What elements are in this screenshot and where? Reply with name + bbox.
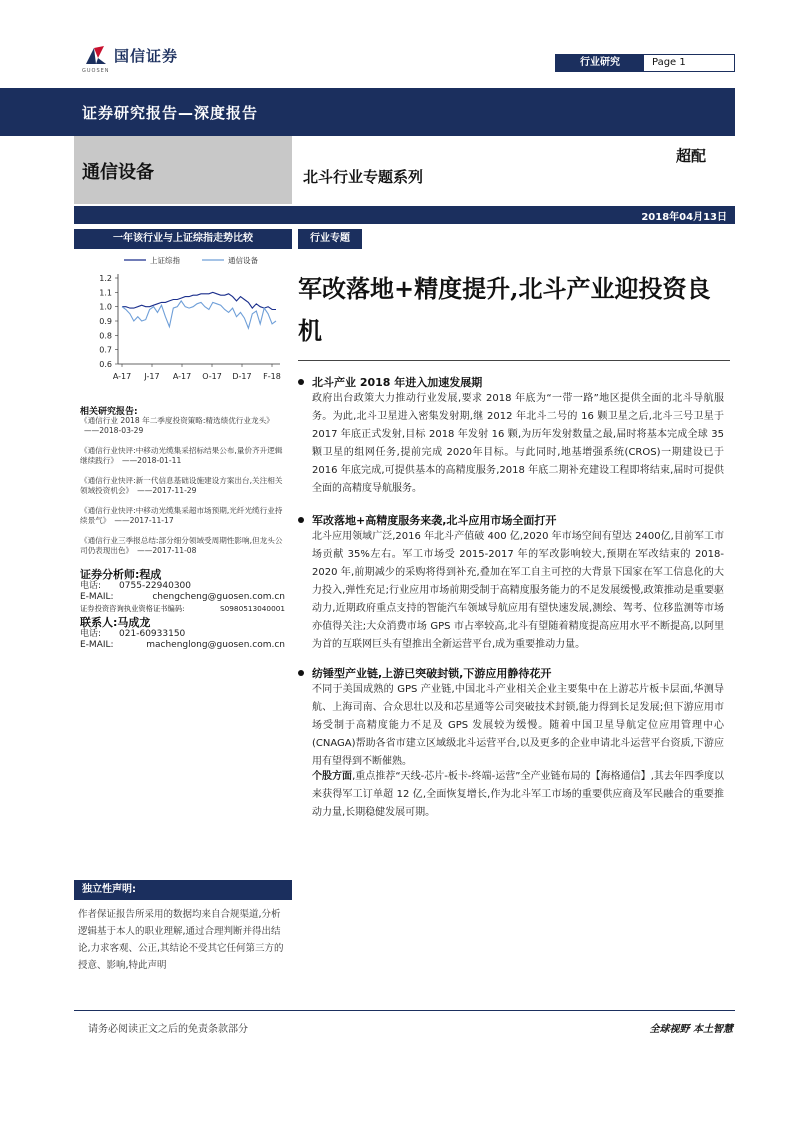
footer-slogan: 全球视野 本土智慧	[649, 1024, 733, 1035]
stock-paragraph	[312, 768, 724, 822]
series-title: 北斗行业专题系列	[303, 168, 424, 186]
logo-sub: GUOSEN	[82, 68, 110, 74]
phone-value: 0755-22940300	[119, 581, 192, 591]
logo-name: 国信证券	[114, 46, 179, 65]
y-tick-label: 0.6	[99, 360, 112, 369]
series-line-1	[122, 292, 276, 309]
related-report-item[interactable]	[80, 536, 285, 555]
related-report-title: 《通信行业快评:中移动光缆集采招标结果公布,量价齐升逻辑继续践行》	[80, 446, 283, 465]
legend-label: 通信设备	[228, 256, 258, 265]
chart-header: 一年该行业与上证综指走势比较	[74, 229, 292, 249]
y-tick-label: 0.9	[99, 317, 112, 326]
email-value[interactable]: chengcheng@guosen.com.cn	[152, 592, 285, 602]
legend-label: 上证综指	[150, 256, 180, 265]
y-tick-label: 1.2	[99, 274, 112, 283]
bullet-paragraph-2: 北斗应用领域广泛,2016 年北斗产值破 400 亿,2020 年市场空间有望达 2400亿,目前军工市场贡献 35%左右。军工市场受 2015-2017 年的军改影响较大,预期在军改结束的 2018-2020 年,前期减少的采购将得到补充,叠加在军工自主可控的大背景下国家在军工信息化的大力投入,弹性充足;行业应用市场前期受制于高精度服务能力的不足发展缓慢,政策推动是重要驱动力,近期政府重点支持的智能汽车领域导航应用有望快速发展,测绘、驾考、位移监测等市场亦值得关注;大众消费市场 GPS 市占率较高,北斗有望随着精度提高应用水平不断提高,以阿里为首的互联网巨头有望推出全新运营平台,成为重要推动力量。	[312, 531, 724, 650]
related-report-title: 《通信行业三季报总结:部分细分领域受周期性影响,但龙头公司仍表现出色》	[80, 536, 283, 555]
report-type: 证券研究报告—深度报告	[82, 104, 259, 122]
analyst-1-phone	[80, 581, 285, 592]
related-report-item[interactable]	[80, 506, 285, 525]
bullet-dot-icon	[298, 670, 304, 676]
x-tick-label: A-17	[112, 372, 132, 381]
x-tick-label: O-17	[202, 372, 222, 381]
cert-value: S0980513040001	[220, 604, 285, 613]
stock-text: ,重点推荐“天线-芯片-板卡-终端-运营”全产业链布局的【海格通信】,其去年四季度以来获得军工订单超 12 亿,全面恢复增长,作为北斗军工市场的重要供应商及军民融合的重要推动力量,长期稳健发展可期。	[312, 771, 724, 818]
report-date: 2018年04月13日	[641, 212, 727, 223]
bullet-paragraph-3: 不同于美国成熟的 GPS 产业链,中国北斗产业相关企业主要集中在上游芯片板卡层面,华测导航、上海司南、合众思壮以及和芯星通等公司突破技术封锁,能力得到长足发展;但下游应用市场受制于高精度能力不足及 GPS 发展较为缓慢。随着中国卫星导航定位应用管理中心(CNAGA)帮助各省市建立区域级北斗运营平台,以及更多的企业申请北斗运营平台资质,下游应用有望得到不断催熟。	[312, 684, 724, 767]
report-type-band	[0, 88, 735, 136]
analyst-1-cert	[80, 604, 285, 615]
report-title: 军改落地+精度提升,北斗产业迎投资良机	[298, 274, 711, 345]
bullet-heading-1: 北斗产业 2018 年进入加速发展期	[298, 374, 482, 390]
logo-mark-icon	[82, 44, 108, 66]
footer-rule	[74, 1010, 735, 1011]
independence-text: 作者保证报告所采用的数据均来自合规渠道,分析逻辑基于本人的职业理解,通过合理判断并得出结论,力求客观、公正,其结论不受其它任何第三方的授意、影响,特此声明	[78, 909, 284, 971]
bullet-heading-2: 军改落地+高精度服务来袭,北斗应用市场全面打开	[298, 512, 556, 528]
analyst-1-email	[80, 592, 285, 603]
related-report-date: ——2017-11-08	[137, 545, 197, 555]
section-tag: 行业专题	[298, 229, 362, 249]
stock-label: 个股方面	[312, 771, 353, 782]
page-indicator	[555, 54, 735, 72]
related-report-date: ——2017-11-29	[137, 485, 197, 495]
related-report-title: 《通信行业快评:中移动光缆集采超市场预期,光纤光缆行业持续景气》	[80, 506, 283, 525]
phone-value: 021-60933150	[119, 629, 186, 639]
related-report-item[interactable]	[80, 416, 285, 435]
industry-name: 通信设备	[82, 162, 154, 183]
title-divider	[298, 360, 730, 361]
x-tick-label: F-18	[263, 372, 281, 381]
independence-header: 独立性声明:	[74, 880, 292, 900]
category-label: 行业研究	[556, 55, 644, 71]
related-report-item[interactable]	[80, 476, 285, 495]
bullet-heading-3: 纺锤型产业链,上游已突破封锁,下游应用静待花开	[298, 665, 551, 681]
footer-disclaimer: 请务必阅读正文之后的免责条款部分	[88, 1024, 248, 1035]
email-value[interactable]: machenglong@guosen.com.cn	[146, 640, 285, 650]
industry-band	[74, 136, 292, 204]
page-number: Page 1	[652, 57, 686, 68]
related-report-title: 《通信行业快评:新一代信息基础设施建设方案出台,关注相关领域投资机会》	[80, 476, 283, 495]
date-band	[74, 206, 735, 224]
analyst-2-phone	[80, 629, 285, 640]
y-tick-label: 0.7	[99, 345, 112, 355]
y-tick-label: 1.1	[99, 288, 112, 298]
email-label: E-MAIL:	[80, 640, 114, 650]
related-report-title: 《通信行业 2018 年二季度投资策略:精选绩优行业龙头》	[80, 416, 274, 425]
related-report-item[interactable]	[80, 446, 285, 465]
bullet-paragraph-1: 政府出台政策大力推动行业发展,要求 2018 年底为“一带一路”地区提供全面的北斗导航服务。为此,北斗卫星进入密集发射期,继 2012 年北斗二号的 16 颗卫星之后,北斗三号卫星于 2017 年底正式发射,目标 2018 年发射 16 颗,为历年发射数量之最,届时将基本完成全球 35 颗卫星的组网任务,提前完成 2020年目标。与此同时,地基增强系统(CROS)一期建设已于 2016 年底完成,可提供基本的高精度服务,2018 年底二期补充建设工程即将结束,届时可提供全面的高精度导航服务。	[312, 393, 724, 494]
guosen-logo	[82, 44, 178, 66]
related-reports-title: 相关研究报告:	[80, 407, 138, 417]
analyst-1-title: 证券分析师:程成	[80, 568, 162, 581]
x-tick-label: D-17	[232, 372, 252, 381]
rating: 超配	[676, 147, 707, 165]
related-report-date: ——2017-11-17	[114, 515, 174, 525]
email-label: E-MAIL:	[80, 592, 114, 602]
analyst-2-title: 联系人:马成龙	[80, 616, 151, 629]
y-tick-label: 1.0	[99, 302, 112, 312]
phone-label: 电话:	[80, 629, 102, 639]
series-line-2	[122, 301, 276, 328]
phone-label: 电话:	[80, 581, 102, 591]
y-tick-label: 0.8	[99, 331, 112, 341]
related-report-date: ——2018-03-29	[84, 425, 144, 435]
related-report-date: ——2018-01-11	[121, 455, 182, 465]
bullet-dot-icon	[298, 379, 304, 385]
x-tick-label: J-17	[144, 372, 160, 381]
bullet-dot-icon	[298, 517, 304, 523]
trend-chart	[74, 250, 292, 390]
x-tick-label: A-17	[172, 372, 192, 381]
cert-label: 证券投资咨询执业资格证书编码:	[80, 604, 185, 613]
analyst-2-email	[80, 640, 285, 651]
